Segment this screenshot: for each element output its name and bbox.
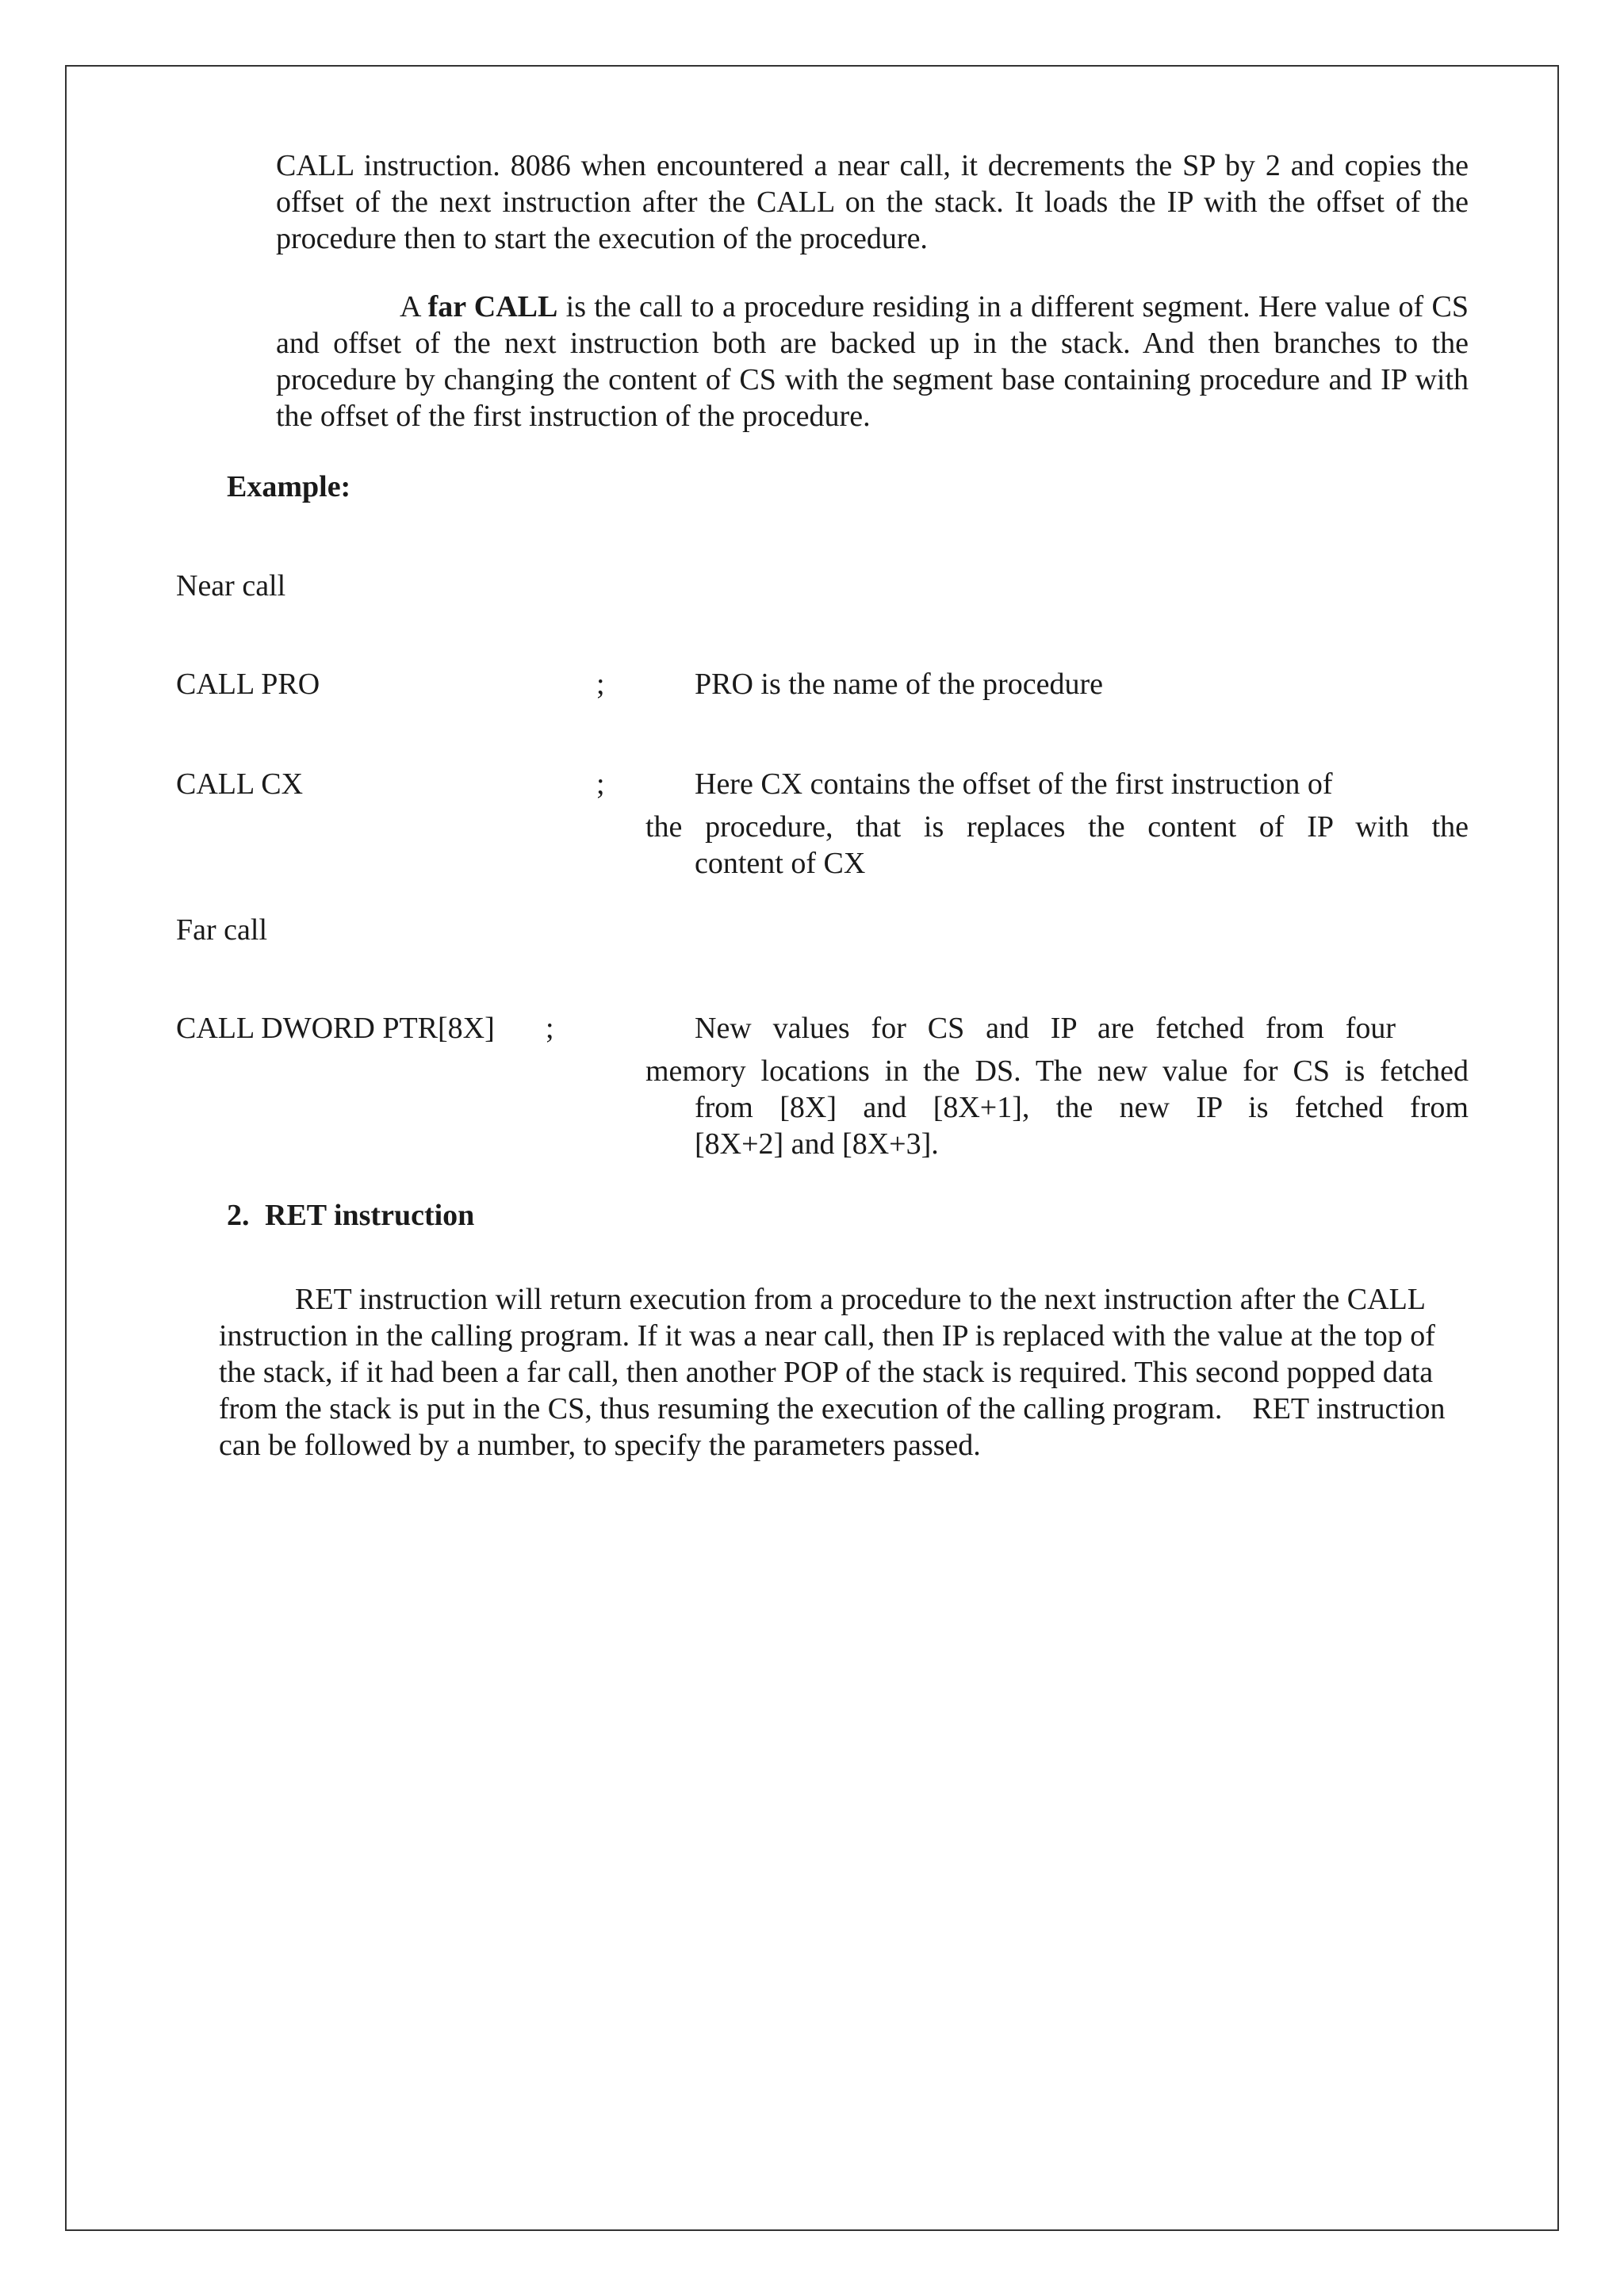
far-call-lead: A <box>400 290 428 323</box>
ret-paragraph: RET instruction will return execution from a procedure to the next instruction after the CALL instruction in the calling program. If it was a near call, then IP is replaced with the value at the top of the stack, if it had been a far call, then another POP of the stack is required. This second popped data from the stack is put in the CS, thus resuming the execution of the calling program. RET instruction can be followed by a number, to specify the parameters passed. <box>219 1283 1453 1462</box>
far-call-bold-term: far CALL <box>427 290 558 323</box>
far-call-paragraph <box>276 289 1469 434</box>
example-comment: PRO is the name of the procedure <box>695 668 1103 701</box>
example-code-call-pro: CALL PRO <box>176 668 320 701</box>
example-comment-continued: from [8X] and [8X+1], the new IP is fetched from <box>695 1091 1469 1124</box>
intro-paragraph: CALL instruction. 8086 when encountered a near call, it decrements the SP by 2 and copies the offset of the next instruction after the CALL on the stack. It loads the IP with the offset of the procedure then to start the execution of the procedure. <box>276 149 1469 255</box>
section-title: RET instruction <box>265 1199 475 1232</box>
example-separator: ; <box>546 1012 554 1045</box>
example-comment-tail: [8X+2] and [8X+3]. <box>695 1127 939 1161</box>
example-comment: Here CX contains the offset of the first instruction of <box>695 767 1333 801</box>
section-number: 2. <box>227 1199 250 1232</box>
far-call-label: Far call <box>176 913 268 947</box>
example-comment: New values for CS and IP are fetched from four <box>695 1012 1396 1045</box>
example-separator: ; <box>596 767 605 801</box>
section-heading-ret <box>227 1197 474 1234</box>
example-comment-continued: memory locations in the DS. The new value for CS is fetched <box>645 1054 1469 1088</box>
example-heading: Example: <box>227 470 351 503</box>
example-comment-tail: content of CX <box>695 847 866 880</box>
example-code-call-dword: CALL DWORD PTR[8X] <box>176 1012 495 1045</box>
near-call-label: Near call <box>176 569 286 603</box>
example-separator: ; <box>596 668 605 701</box>
far-call-rest: is the call to a procedure residing in a different segment. Here value of CS and offset of the next instruction both are backed up in the stack. And then branches to the procedure by changing the content of CS with the segment base containing procedure and IP with the offset of the first instruction of the procedure. <box>276 290 1469 433</box>
example-comment-continued: the procedure, that is replaces the content of IP with the <box>645 810 1469 844</box>
example-code-call-cx: CALL CX <box>176 767 304 801</box>
